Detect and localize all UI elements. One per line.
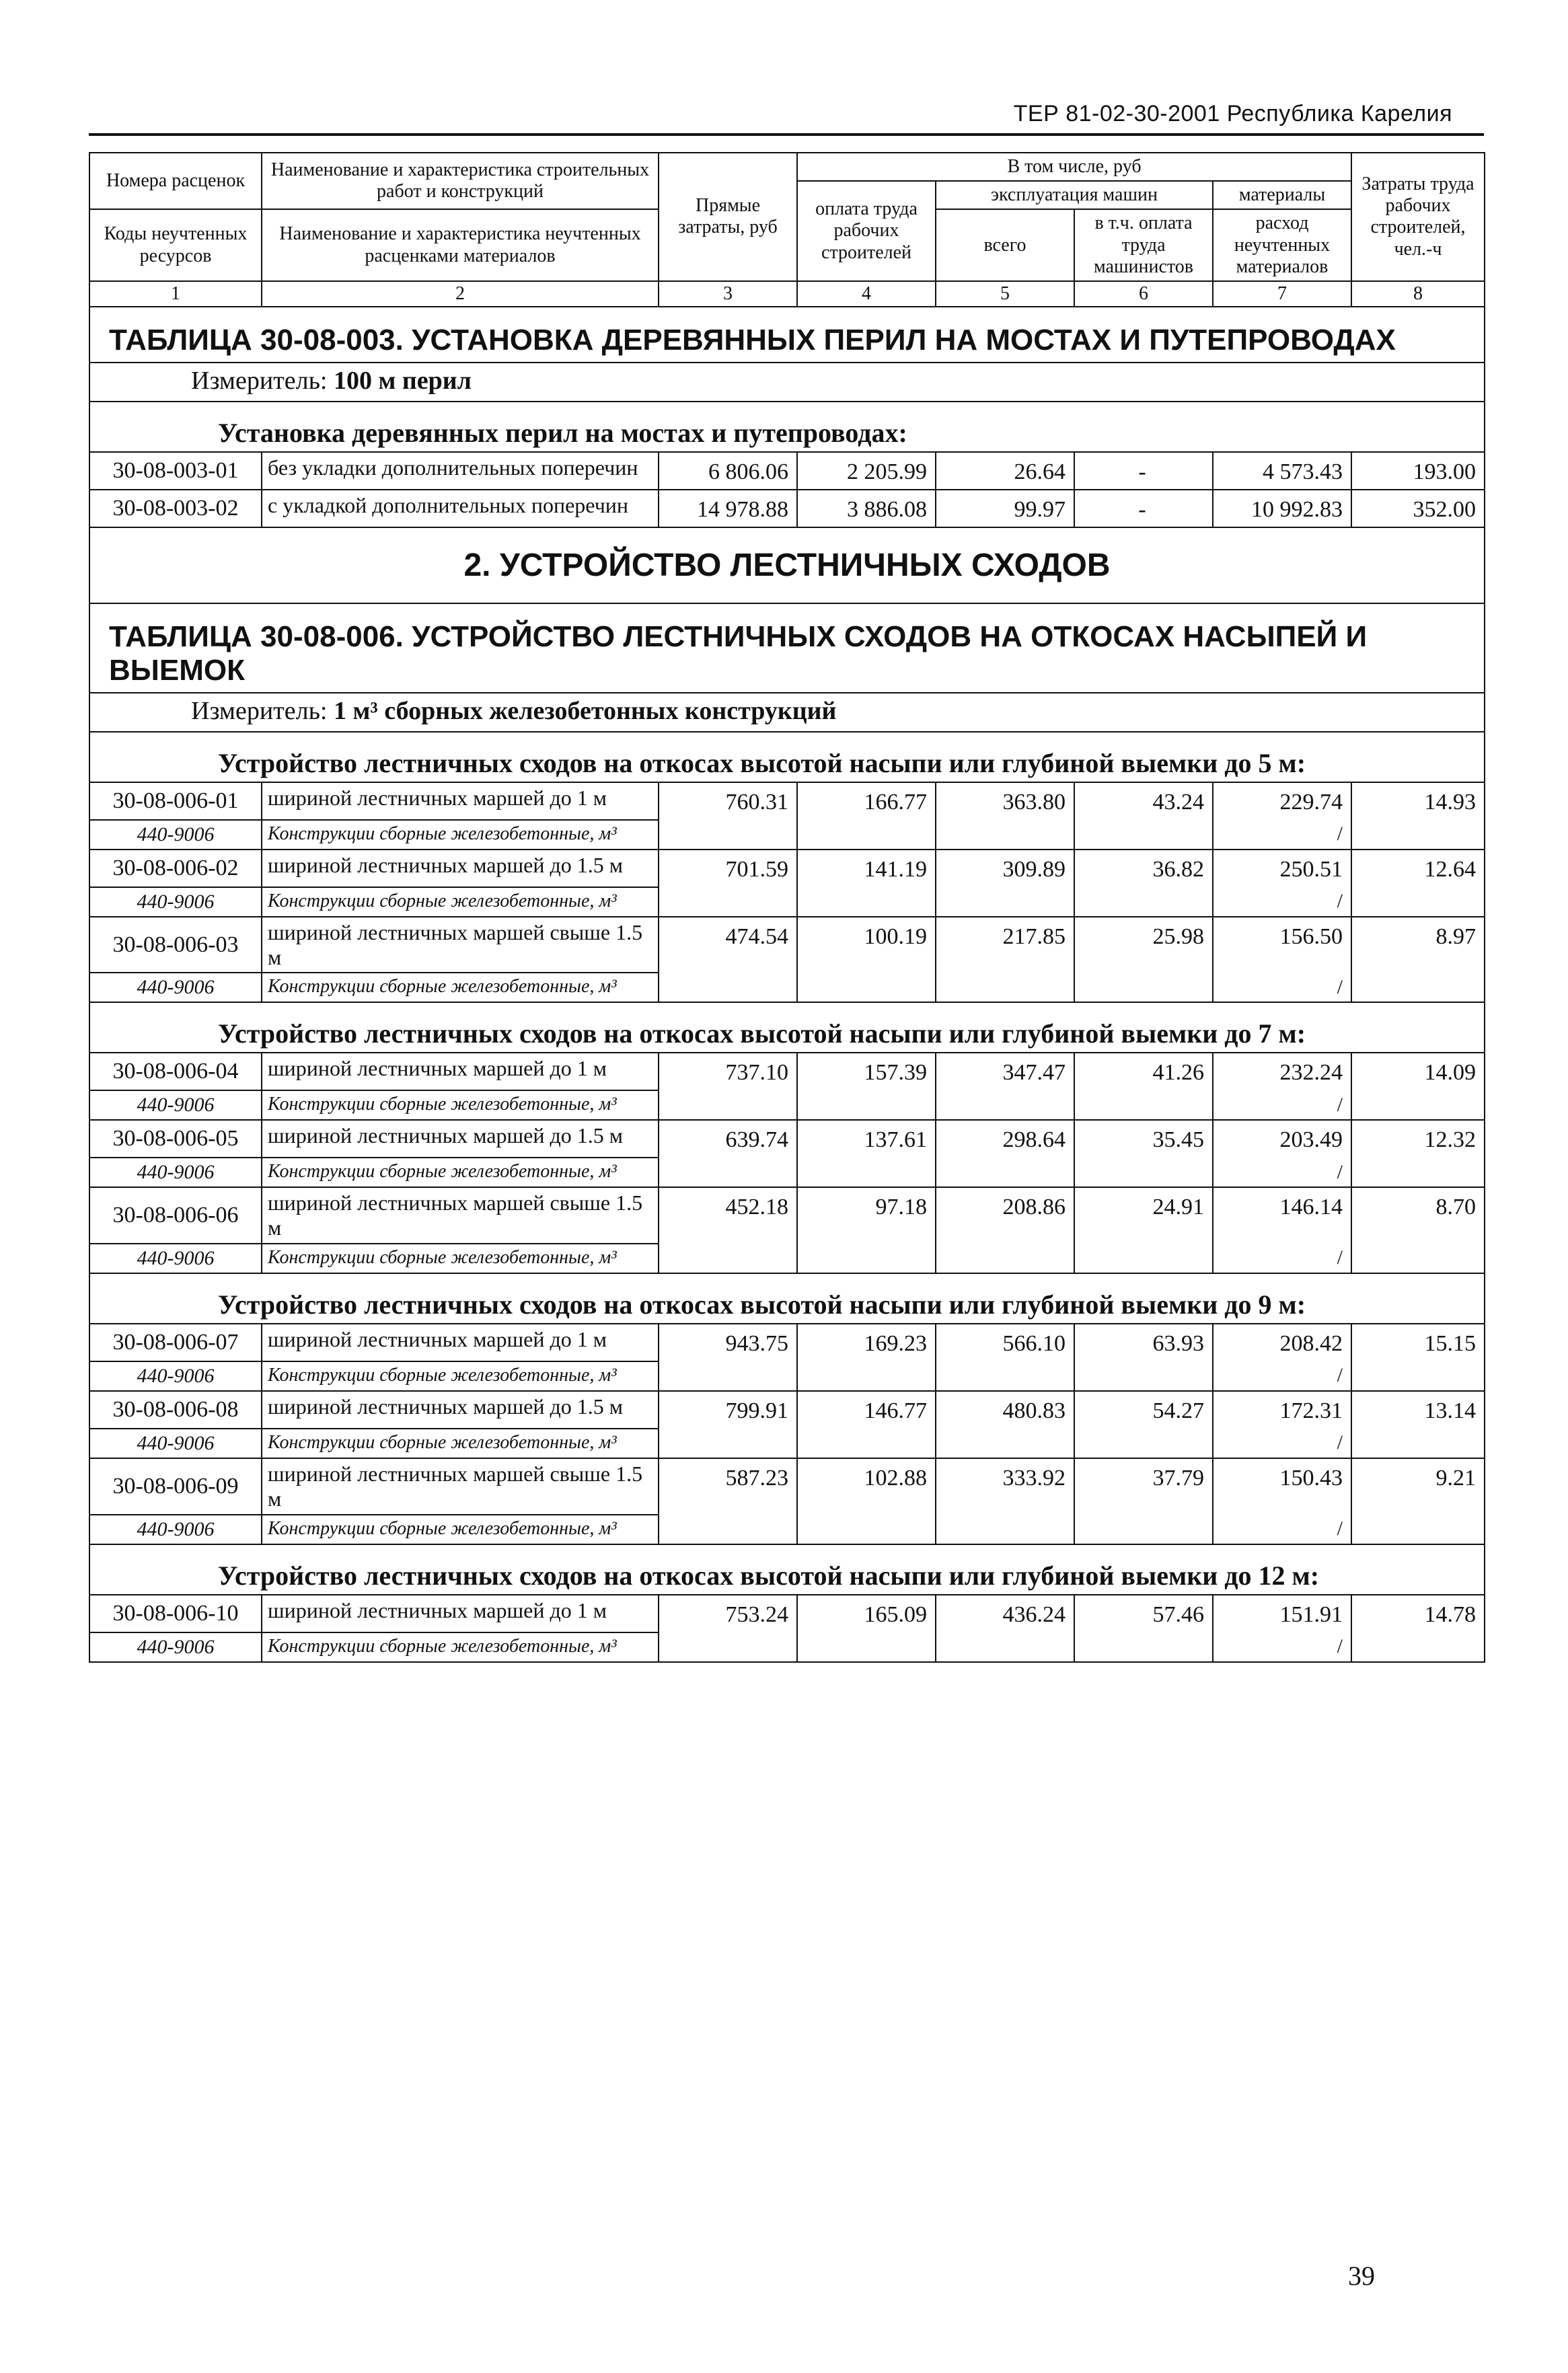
- col-number: 6: [1074, 281, 1213, 307]
- table-row: [89, 1324, 1485, 1361]
- material-name: Конструкции сборные железобетонные, м³: [262, 887, 659, 917]
- subsection-title: Устройство лестничных сходов на откосах высотой насыпи или глубиной выемки до 12 м:: [89, 1544, 1485, 1595]
- work-name: без укладки дополнительных поперечин: [262, 452, 659, 490]
- head-resource-codes: Коды неучтенных ресурсов: [89, 209, 262, 281]
- worker-pay: 2 205.99: [797, 452, 936, 490]
- head-rate-number: Номера расценок: [89, 153, 262, 209]
- operator-pay: 35.45: [1074, 1120, 1213, 1187]
- price-table: [89, 152, 1485, 1663]
- materials: 232.24: [1213, 1053, 1351, 1090]
- head-machines: эксплуатация машин: [936, 181, 1213, 209]
- rate-code: 30-08-006-05: [89, 1120, 262, 1158]
- table-row: [89, 1053, 1485, 1090]
- head-work-name: Наименование и характеристика строительных работ и конструкций: [262, 153, 659, 209]
- materials: 250.51: [1213, 850, 1351, 887]
- head-labor-costs: Затраты труда рабочих строителей, чел.-ч: [1351, 153, 1485, 281]
- materials: 10 992.83: [1213, 490, 1351, 527]
- rate-code: 30-08-006-04: [89, 1053, 262, 1090]
- worker-pay: 3 886.08: [797, 490, 936, 527]
- material-name: Конструкции сборные железобетонные, м³: [262, 1632, 659, 1662]
- direct-costs: 701.59: [659, 850, 797, 917]
- worker-pay: 146.77: [797, 1391, 936, 1458]
- material-name: Конструкции сборные железобетонные, м³: [262, 1515, 659, 1544]
- col-number: 5: [936, 281, 1074, 307]
- work-name: шириной лестничных маршей до 1 м: [262, 1324, 659, 1361]
- machines-total: 363.80: [936, 782, 1074, 850]
- resource-code: 440-9006: [89, 1515, 262, 1544]
- work-name: шириной лестничных маршей до 1 м: [262, 1053, 659, 1090]
- machines-total: 99.97: [936, 490, 1074, 527]
- column-number-row: [89, 281, 1485, 307]
- material-name: Конструкции сборные железобетонные, м³: [262, 1158, 659, 1187]
- direct-costs: 799.91: [659, 1391, 797, 1458]
- materials: 146.14: [1213, 1187, 1351, 1244]
- labor-costs: 14.78: [1351, 1595, 1485, 1662]
- table-row: [89, 782, 1485, 820]
- direct-costs: 6 806.06: [659, 452, 797, 490]
- operator-pay: 43.24: [1074, 782, 1213, 850]
- direct-costs: 587.23: [659, 1458, 797, 1544]
- material-use: /: [1213, 1429, 1351, 1458]
- materials: 150.43: [1213, 1458, 1351, 1515]
- material-name: Конструкции сборные железобетонные, м³: [262, 820, 659, 850]
- subsection-title: Установка деревянных перил на мостах и путепроводах:: [89, 402, 1485, 452]
- rate-code: 30-08-003-01: [89, 452, 262, 490]
- operator-pay: 54.27: [1074, 1391, 1213, 1458]
- subsection-title: Устройство лестничных сходов на откосах высотой насыпи или глубиной выемки до 9 м:: [89, 1273, 1485, 1324]
- work-name: шириной лестничных маршей свыше 1.5 м: [262, 917, 659, 973]
- materials: 156.50: [1213, 917, 1351, 973]
- material-use: /: [1213, 1632, 1351, 1662]
- head-worker-pay: оплата труда рабочих строителей: [797, 181, 936, 281]
- resource-code: 440-9006: [89, 1632, 262, 1662]
- worker-pay: 137.61: [797, 1120, 936, 1187]
- rate-code: 30-08-006-01: [89, 782, 262, 820]
- material-use: /: [1213, 820, 1351, 850]
- work-name: шириной лестничных маршей до 1 м: [262, 1595, 659, 1632]
- col-number: 1: [89, 281, 262, 307]
- table-meter: [89, 693, 1485, 732]
- materials: 208.42: [1213, 1324, 1351, 1361]
- meter-value: 1 м³ сборных железобетонных конструкций: [334, 696, 837, 725]
- operator-pay: 25.98: [1074, 917, 1213, 1003]
- resource-code: 440-9006: [89, 887, 262, 917]
- resource-code: 440-9006: [89, 1158, 262, 1187]
- material-name: Конструкции сборные железобетонные, м³: [262, 1244, 659, 1273]
- section-title: 2. УСТРОЙСТВО ЛЕСТНИЧНЫХ СХОДОВ: [89, 527, 1485, 603]
- machines-total: 347.47: [936, 1053, 1074, 1120]
- direct-costs: 14 978.88: [659, 490, 797, 527]
- subsection-title: Устройство лестничных сходов на откосах высотой насыпи или глубиной выемки до 5 м:: [89, 732, 1485, 782]
- materials: 203.49: [1213, 1120, 1351, 1158]
- worker-pay: 100.19: [797, 917, 936, 1003]
- col-number: 4: [797, 281, 936, 307]
- col-number: 7: [1213, 281, 1351, 307]
- material-name: Конструкции сборные железобетонные, м³: [262, 973, 659, 1002]
- machines-total: 208.86: [936, 1187, 1074, 1273]
- labor-costs: 352.00: [1351, 490, 1485, 527]
- resource-code: 440-9006: [89, 973, 262, 1002]
- material-use: /: [1213, 1361, 1351, 1391]
- labor-costs: 9.21: [1351, 1458, 1485, 1544]
- material-use: /: [1213, 887, 1351, 917]
- work-name: шириной лестничных маршей до 1.5 м: [262, 1120, 659, 1158]
- material-use: /: [1213, 973, 1351, 1002]
- head-material-use: расход неучтенных материалов: [1213, 209, 1351, 281]
- worker-pay: 102.88: [797, 1458, 936, 1544]
- materials: 172.31: [1213, 1391, 1351, 1429]
- machines-total: 333.92: [936, 1458, 1074, 1544]
- direct-costs: 639.74: [659, 1120, 797, 1187]
- work-name: шириной лестничных маршей до 1.5 м: [262, 1391, 659, 1429]
- table-row: [89, 1187, 1485, 1244]
- labor-costs: 14.93: [1351, 782, 1485, 850]
- operator-pay: 37.79: [1074, 1458, 1213, 1544]
- direct-costs: 737.10: [659, 1053, 797, 1120]
- col-number: 3: [659, 281, 797, 307]
- direct-costs: 474.54: [659, 917, 797, 1003]
- machines-total: 436.24: [936, 1595, 1074, 1662]
- operator-pay: -: [1074, 452, 1213, 490]
- operator-pay: 57.46: [1074, 1595, 1213, 1662]
- operator-pay: 41.26: [1074, 1053, 1213, 1120]
- direct-costs: 452.18: [659, 1187, 797, 1273]
- work-name: с укладкой дополнительных поперечин: [262, 490, 659, 527]
- table-row: [89, 1458, 1485, 1515]
- material-use: /: [1213, 1090, 1351, 1120]
- labor-costs: 15.15: [1351, 1324, 1485, 1391]
- header-rule: [89, 133, 1484, 136]
- table-row: [89, 1595, 1485, 1632]
- head-materials: материалы: [1213, 181, 1351, 209]
- operator-pay: 63.93: [1074, 1324, 1213, 1391]
- machines-total: 217.85: [936, 917, 1074, 1003]
- materials: 151.91: [1213, 1595, 1351, 1632]
- table-title: ТАБЛИЦА 30-08-006. УСТРОЙСТВО ЛЕСТНИЧНЫХ СХОДОВ НА ОТКОСАХ НАСЫПЕЙ И ВЫЕМОК: [89, 603, 1485, 693]
- table-row: [89, 1120, 1485, 1158]
- resource-code: 440-9006: [89, 1429, 262, 1458]
- rate-code: 30-08-006-08: [89, 1391, 262, 1429]
- labor-costs: 13.14: [1351, 1391, 1485, 1458]
- labor-costs: 8.70: [1351, 1187, 1485, 1273]
- table-meter: [89, 363, 1485, 402]
- rate-code: 30-08-006-02: [89, 850, 262, 887]
- subsection-title: Устройство лестничных сходов на откосах высотой насыпи или глубиной выемки до 7 м:: [89, 1002, 1485, 1053]
- worker-pay: 169.23: [797, 1324, 936, 1391]
- work-name: шириной лестничных маршей свыше 1.5 м: [262, 1187, 659, 1244]
- table-row: [89, 917, 1485, 973]
- table-row: [89, 490, 1485, 527]
- rate-code: 30-08-006-03: [89, 917, 262, 973]
- operator-pay: 36.82: [1074, 850, 1213, 917]
- materials: 4 573.43: [1213, 452, 1351, 490]
- labor-costs: 193.00: [1351, 452, 1485, 490]
- resource-code: 440-9006: [89, 1090, 262, 1120]
- direct-costs: 753.24: [659, 1595, 797, 1662]
- material-name: Конструкции сборные железобетонные, м³: [262, 1090, 659, 1120]
- worker-pay: 166.77: [797, 782, 936, 850]
- worker-pay: 165.09: [797, 1595, 936, 1662]
- table-row: [89, 1391, 1485, 1429]
- machines-total: 309.89: [936, 850, 1074, 917]
- page-number: 39: [1348, 2261, 1375, 2291]
- worker-pay: 157.39: [797, 1053, 936, 1120]
- work-name: шириной лестничных маршей свыше 1.5 м: [262, 1458, 659, 1515]
- machines-total: 566.10: [936, 1324, 1074, 1391]
- labor-costs: 12.64: [1351, 850, 1485, 917]
- rate-code: 30-08-003-02: [89, 490, 262, 527]
- meter-label: Измеритель:: [191, 366, 328, 395]
- resource-code: 440-9006: [89, 1244, 262, 1273]
- rate-code: 30-08-006-09: [89, 1458, 262, 1515]
- material-use: /: [1213, 1244, 1351, 1273]
- table-row: [89, 452, 1485, 490]
- labor-costs: 12.32: [1351, 1120, 1485, 1187]
- material-use: /: [1213, 1158, 1351, 1187]
- col-number: 2: [262, 281, 659, 307]
- materials: 229.74: [1213, 782, 1351, 820]
- head-machines-total: всего: [936, 209, 1074, 281]
- worker-pay: 141.19: [797, 850, 936, 917]
- resource-code: 440-9006: [89, 1361, 262, 1391]
- document-header: ТЕР 81-02-30-2001 Республика Карелия: [1013, 101, 1452, 126]
- head-operator-pay: в т.ч. оплата труда машинистов: [1074, 209, 1213, 281]
- meter-label: Измеритель:: [191, 696, 328, 725]
- rate-code: 30-08-006-07: [89, 1324, 262, 1361]
- col-number: 8: [1351, 281, 1485, 307]
- labor-costs: 8.97: [1351, 917, 1485, 1003]
- worker-pay: 97.18: [797, 1187, 936, 1273]
- direct-costs: 943.75: [659, 1324, 797, 1391]
- head-direct-costs: Прямые затраты, руб: [659, 153, 797, 281]
- table-title: ТАБЛИЦА 30-08-003. УСТАНОВКА ДЕРЕВЯННЫХ ПЕРИЛ НА МОСТАХ И ПУТЕПРОВОДАХ: [89, 307, 1485, 363]
- table-row: [89, 850, 1485, 887]
- machines-total: 480.83: [936, 1391, 1074, 1458]
- operator-pay: 24.91: [1074, 1187, 1213, 1273]
- machines-total: 298.64: [936, 1120, 1074, 1187]
- rate-code: 30-08-006-06: [89, 1187, 262, 1244]
- labor-costs: 14.09: [1351, 1053, 1485, 1120]
- material-use: /: [1213, 1515, 1351, 1544]
- resource-code: 440-9006: [89, 820, 262, 850]
- head-including: В том числе, руб: [797, 153, 1351, 181]
- head-material-name: Наименование и характеристика неучтенных расценками материалов: [262, 209, 659, 281]
- work-name: шириной лестничных маршей до 1.5 м: [262, 850, 659, 887]
- material-name: Конструкции сборные железобетонные, м³: [262, 1361, 659, 1391]
- rate-code: 30-08-006-10: [89, 1595, 262, 1632]
- material-name: Конструкции сборные железобетонные, м³: [262, 1429, 659, 1458]
- direct-costs: 760.31: [659, 782, 797, 850]
- meter-value: 100 м перил: [334, 366, 472, 395]
- operator-pay: -: [1074, 490, 1213, 527]
- machines-total: 26.64: [936, 452, 1074, 490]
- work-name: шириной лестничных маршей до 1 м: [262, 782, 659, 820]
